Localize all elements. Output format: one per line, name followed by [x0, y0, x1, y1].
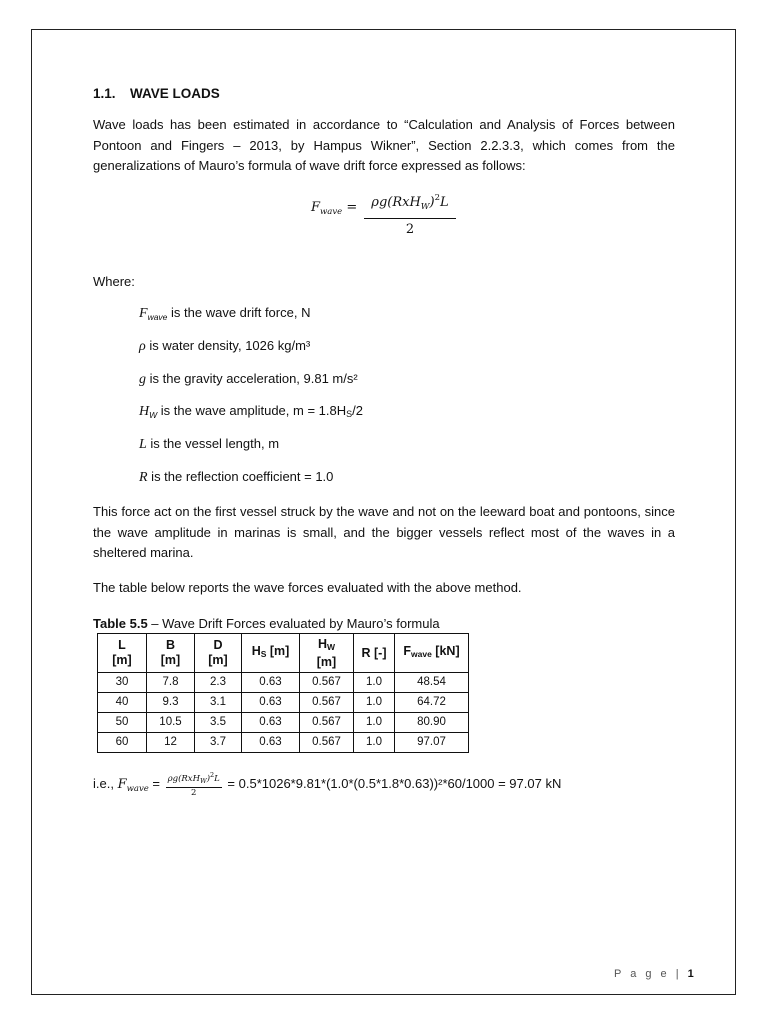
formula-numerator: $\rho g(RxH_W)^2L$ [364, 188, 456, 219]
intro-paragraph: Wave loads has been estimated in accordance to “Calculation and Analysis of Forces between Pontoon and Fingers – 2013, by Hampus Wikner”, Section 2.2.3.3, which comes from the generalizations of Mauro’s formula of wave drift force expressed as follows: [93, 117, 675, 173]
table-row [98, 733, 469, 753]
definition-fwave: $F_{wave}$ is the wave drift force, N [139, 305, 311, 322]
cell-b: 9.3 [147, 693, 195, 713]
header-hw: HW [m] [300, 634, 354, 673]
cell-r: 1.0 [354, 733, 395, 753]
header-r: R [-] [354, 634, 395, 673]
formula-fraction [364, 188, 456, 240]
cell-fwave: 48.54 [395, 673, 469, 693]
example-fwave: $F_{wave}$ [117, 776, 149, 794]
header-hs: HS [m] [242, 634, 300, 673]
cell-l: 50 [98, 713, 147, 733]
cell-hw: 0.567 [300, 733, 354, 753]
page-footer [614, 968, 694, 980]
header-d: D [m] [195, 634, 242, 673]
cell-r: 1.0 [354, 673, 395, 693]
table-intro-paragraph: The table below reports the wave forces evaluated with the above method. [93, 580, 522, 595]
cell-hs: 0.63 [242, 733, 300, 753]
cell-d: 3.7 [195, 733, 242, 753]
definition-g: g is the gravity acceleration, 9.81 m/s² [139, 371, 358, 387]
where-label: Where: [93, 274, 135, 289]
cell-l: 30 [98, 673, 147, 693]
cell-d: 3.1 [195, 693, 242, 713]
section-number: 1.1. [93, 86, 116, 101]
cell-r: 1.0 [354, 713, 395, 733]
table-row [98, 693, 469, 713]
table-row [98, 673, 469, 693]
footer-page-number: 1 [687, 968, 694, 980]
cell-l: 40 [98, 693, 147, 713]
cell-hw: 0.567 [300, 713, 354, 733]
cell-l: 60 [98, 733, 147, 753]
definition-r: R is the reflection coefficient = 1.0 [139, 469, 334, 485]
cell-d: 3.5 [195, 713, 242, 733]
table-header-row [98, 634, 469, 673]
example-fraction: $\frac{\rho g(RxH_W)^2L}{2}$ [167, 771, 220, 798]
cell-d: 2.3 [195, 673, 242, 693]
header-fwave: Fwave [kN] [395, 634, 469, 673]
cell-hs: 0.63 [242, 713, 300, 733]
cell-b: 12 [147, 733, 195, 753]
formula-denominator: 2 [405, 222, 415, 237]
example-result: = 0.5*1026*9.81*(1.0*(0.5*1.8*0.63))²*60/1000 = 97.07 kN [223, 775, 562, 791]
section-heading [93, 84, 220, 104]
formula-lhs: $F_{wave}$ = [311, 200, 358, 217]
footer-page-label: P a g e [614, 968, 670, 980]
cell-b: 10.5 [147, 713, 195, 733]
footer-separator: | [669, 968, 688, 980]
table-caption: Table 5.5 – Wave Drift Forces evaluated by Mauro’s formula [93, 616, 440, 631]
example-calculation: i.e., $F_{wave}$ = $\frac{\rho g(RxH_W)^2L}{2}$ = 0.5*1026*9.81*(1.0*(0.5*1.8*0.63))²*60/1000 = 97.07 kN [93, 771, 562, 798]
cell-fwave: 97.07 [395, 733, 469, 753]
cell-hw: 0.567 [300, 693, 354, 713]
cell-fwave: 64.72 [395, 693, 469, 713]
cell-b: 7.8 [147, 673, 195, 693]
vessel-paragraph: This force act on the first vessel struck by the wave and not on the leeward boat and pontoons, since the wave amplitude in marinas is small, and the bigger vessels reflect most of the waves in a sheltered marina. [93, 504, 675, 560]
cell-hs: 0.63 [242, 673, 300, 693]
cell-hw: 0.567 [300, 673, 354, 693]
table-row [98, 713, 469, 733]
definition-rho: ρ is water density, 1026 kg/m³ [139, 338, 311, 354]
cell-r: 1.0 [354, 693, 395, 713]
definition-l: L is the vessel length, m [139, 436, 280, 452]
wave-forces-table [97, 633, 469, 753]
header-b: B [m] [147, 634, 195, 673]
cell-fwave: 80.90 [395, 713, 469, 733]
section-title: WAVE LOADS [130, 86, 220, 101]
header-l: L [m] [98, 634, 147, 673]
definition-hw: $H_W$ is the wave amplitude, m = 1.8HS/2 [139, 403, 363, 420]
cell-hs: 0.63 [242, 693, 300, 713]
